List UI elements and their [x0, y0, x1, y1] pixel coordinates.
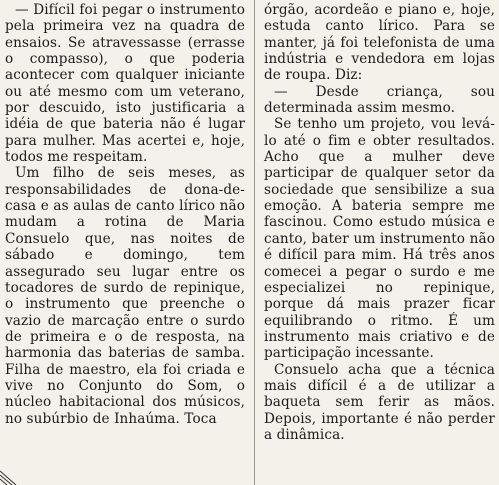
body-paragraph: Se tenho um projeto, vou levá-lo até o fim e obter resultados. Acho que a mulher deve participar de qualquer setor da sociedade que sensibilize a sua emoção. A bateria sempre me fascinou. Como estudo música e canto, bater um instrumento não é difícil para mim. Há três anos comecei a pegar o surdo e me especializei no repinique, porque dá mais prazer ficar equilibrando o ritmo. É um instrumento mais criativo e de participação incessante. — [264, 116, 495, 362]
column-divider — [254, 0, 255, 485]
body-paragraph: Consuelo acha que a técnica mais difícil é a de utilizar a baqueta sem ferir as mãos. Depois, importante é não perder a dinâmica. — [264, 361, 495, 443]
body-paragraph: Um filho de seis meses, as responsabilidades de dona-de-casa e as aulas de canto lírico não mudam a rotina de Maria Consuelo que, nas noites de sábado e domingo, tem assegurado seu lugar entre os tocadores de surdo de repinique, o instrumento que preenche o vazio de marcação entre o surdo de primeira e o de resposta, na harmonia das baterias de samba. Filha de maestro, ela foi criada e vive no Conjunto do Som, o núcleo habitacional dos músicos, no subúrbio de Inhaúma. Toca — [5, 165, 245, 427]
article-column-right — [264, 2, 495, 443]
decorative-corner-lines — [0, 469, 22, 485]
quote-paragraph: — Desde criança, sou determinada assim mesmo. — [264, 83, 495, 117]
quote-paragraph: — Difícil foi pegar o instrumento pela primeira vez na quadra de ensaios. Se atravessasse (errasse o compasso), o que poderia acontecer com qualquer iniciante ou até mesmo com um veterano, por descuido, isto justificaria a idéia de que bateria não é lugar para mulher. Mas acertei e, hoje, todos me respeitam. — [5, 2, 245, 166]
continued-paragraph: órgão, acordeão e piano e, hoje, estuda canto lírico. Para se manter, já foi telefonista de uma indústria e vendedora em lojas de roupa. Diz: — [264, 2, 495, 84]
article-column-left — [5, 2, 245, 427]
